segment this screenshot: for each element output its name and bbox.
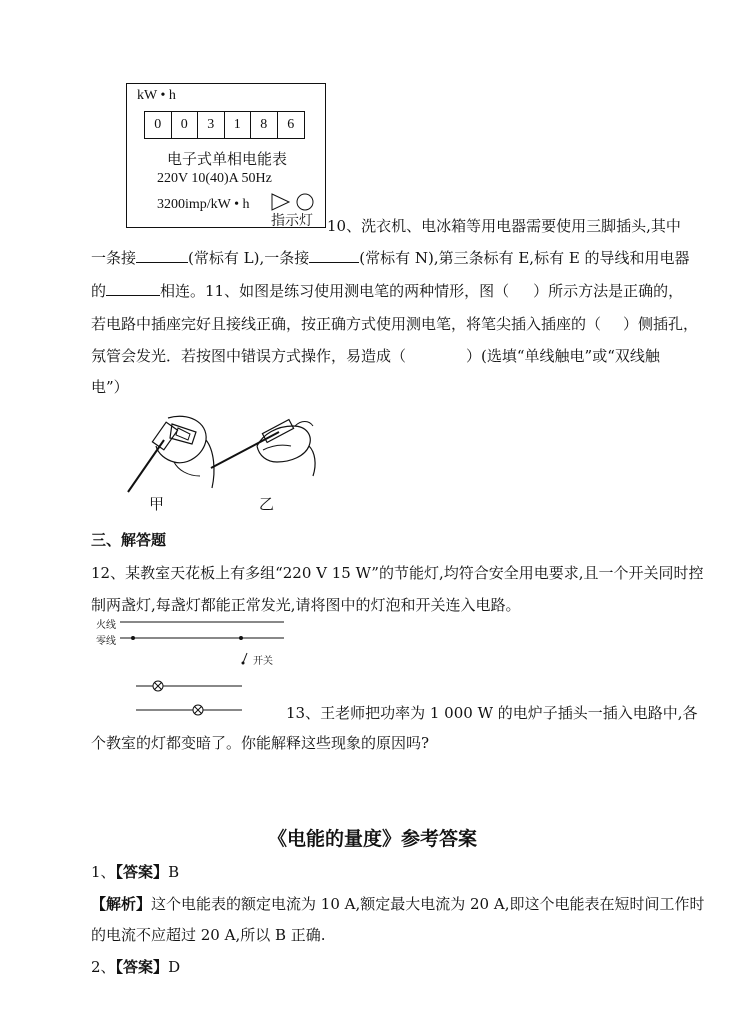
- q10-text: 一条接: [91, 249, 137, 267]
- q10-line2: [91, 248, 690, 268]
- analysis-tag: 【解析】: [91, 895, 152, 913]
- answer-number: 1、: [91, 863, 116, 881]
- meter-unit: kW • h: [137, 88, 176, 103]
- q10-text: (常标有 L),一条接: [188, 249, 310, 267]
- q11-line4: [91, 314, 698, 334]
- wire-node: [131, 636, 135, 640]
- answer-1: [91, 862, 179, 882]
- q11-line5: [91, 346, 660, 366]
- answer-title: 《电能的量度》参考答案: [267, 828, 477, 850]
- figure-label-yi: 乙: [259, 495, 275, 513]
- q11-line6: 电”）: [91, 378, 129, 396]
- meter-digit: 6: [287, 117, 295, 132]
- meter-digit: 0: [172, 112, 199, 138]
- q10-line1: 10、洗衣机、电冰箱等用电器需要使用三脚插头,其中: [327, 217, 681, 235]
- q10-text: ）所示方法是正确的，: [533, 282, 684, 300]
- indicator-label: 指示灯: [271, 213, 313, 229]
- q13-line1: 13、王老师把功率为 1 000 W 的电炉子插头一插入电路中,各: [286, 704, 698, 722]
- q10-text: 的: [91, 282, 107, 300]
- circuit-diagram: [90, 612, 290, 722]
- answer-number: 2、: [91, 958, 116, 976]
- meter-digit: 0: [145, 112, 172, 138]
- q12-line2: 制两盏灯,每盏灯都能正常发光,请将图中的灯泡和开关连入电路。: [91, 596, 521, 614]
- switch-label: 开关: [253, 656, 273, 667]
- answer-blank: [136, 248, 188, 263]
- electric-meter-figure: [126, 83, 326, 228]
- wire-node: [239, 636, 243, 640]
- q11-text: 氖管会发光．若按图中错误方式操作，易造成（: [91, 347, 407, 365]
- indicator-triangle-icon: [271, 193, 291, 211]
- answer-value: D: [168, 958, 181, 976]
- analysis-line1: [91, 894, 704, 914]
- q12-line1: 12、某教室天花板上有多组“220 V 15 W”的节能灯,均符合安全用电要求,且一个开关同时控: [91, 564, 704, 582]
- meter-digit: 8: [251, 112, 278, 138]
- neutral-wire-label: 零线: [96, 636, 116, 647]
- meter-digit: 1: [225, 112, 252, 138]
- answer-2: [91, 957, 180, 977]
- answer-blank: [106, 281, 160, 296]
- answer-blank: [309, 248, 359, 263]
- q10-line3: [91, 281, 683, 301]
- switch-icon: [243, 653, 247, 663]
- figure-label-jia: 甲: [149, 495, 165, 513]
- fire-wire-label: 火线: [96, 620, 116, 631]
- analysis-text: 这个电能表的额定电流为 10 A,额定最大电流为 20 A,即这个电能表在短时间工作时: [151, 895, 705, 913]
- meter-digit: 3: [198, 112, 225, 138]
- q11-text: 若电路中插座完好且接线正确，按正确方式使用测电笔，将笔尖插入插座的（: [91, 315, 602, 333]
- q13-line2: 个教室的灯都变暗了。你能解释这些现象的原因吗?: [91, 734, 430, 752]
- meter-spec: 220V 10(40)A 50Hz: [157, 171, 272, 186]
- meter-name: 电子式单相电能表: [166, 150, 287, 168]
- q11-text: ）侧插孔，: [623, 315, 699, 333]
- meter-imp: 3200imp/kW • h: [157, 197, 250, 212]
- test-pen-figure-yi: [205, 412, 325, 482]
- indicator-circle-icon: [295, 192, 315, 212]
- q10-text: 相连。11、如图是练习使用测电笔的两种情形，图（: [160, 282, 510, 300]
- answer-tag: 【答案】: [115, 863, 169, 881]
- meter-digits: [144, 111, 305, 139]
- analysis-line2: 的电流不应超过 20 A,所以 B 正确.: [91, 926, 326, 944]
- answer-tag: 【答案】: [115, 958, 169, 976]
- q10-text: (常标有 N),第三条标有 E,标有 E 的导线和用电器: [359, 249, 690, 267]
- q11-text: ）(选填“单线触电”或“双线触: [466, 347, 660, 365]
- answer-value: B: [168, 863, 180, 881]
- section-heading: 三、解答题: [91, 531, 167, 549]
